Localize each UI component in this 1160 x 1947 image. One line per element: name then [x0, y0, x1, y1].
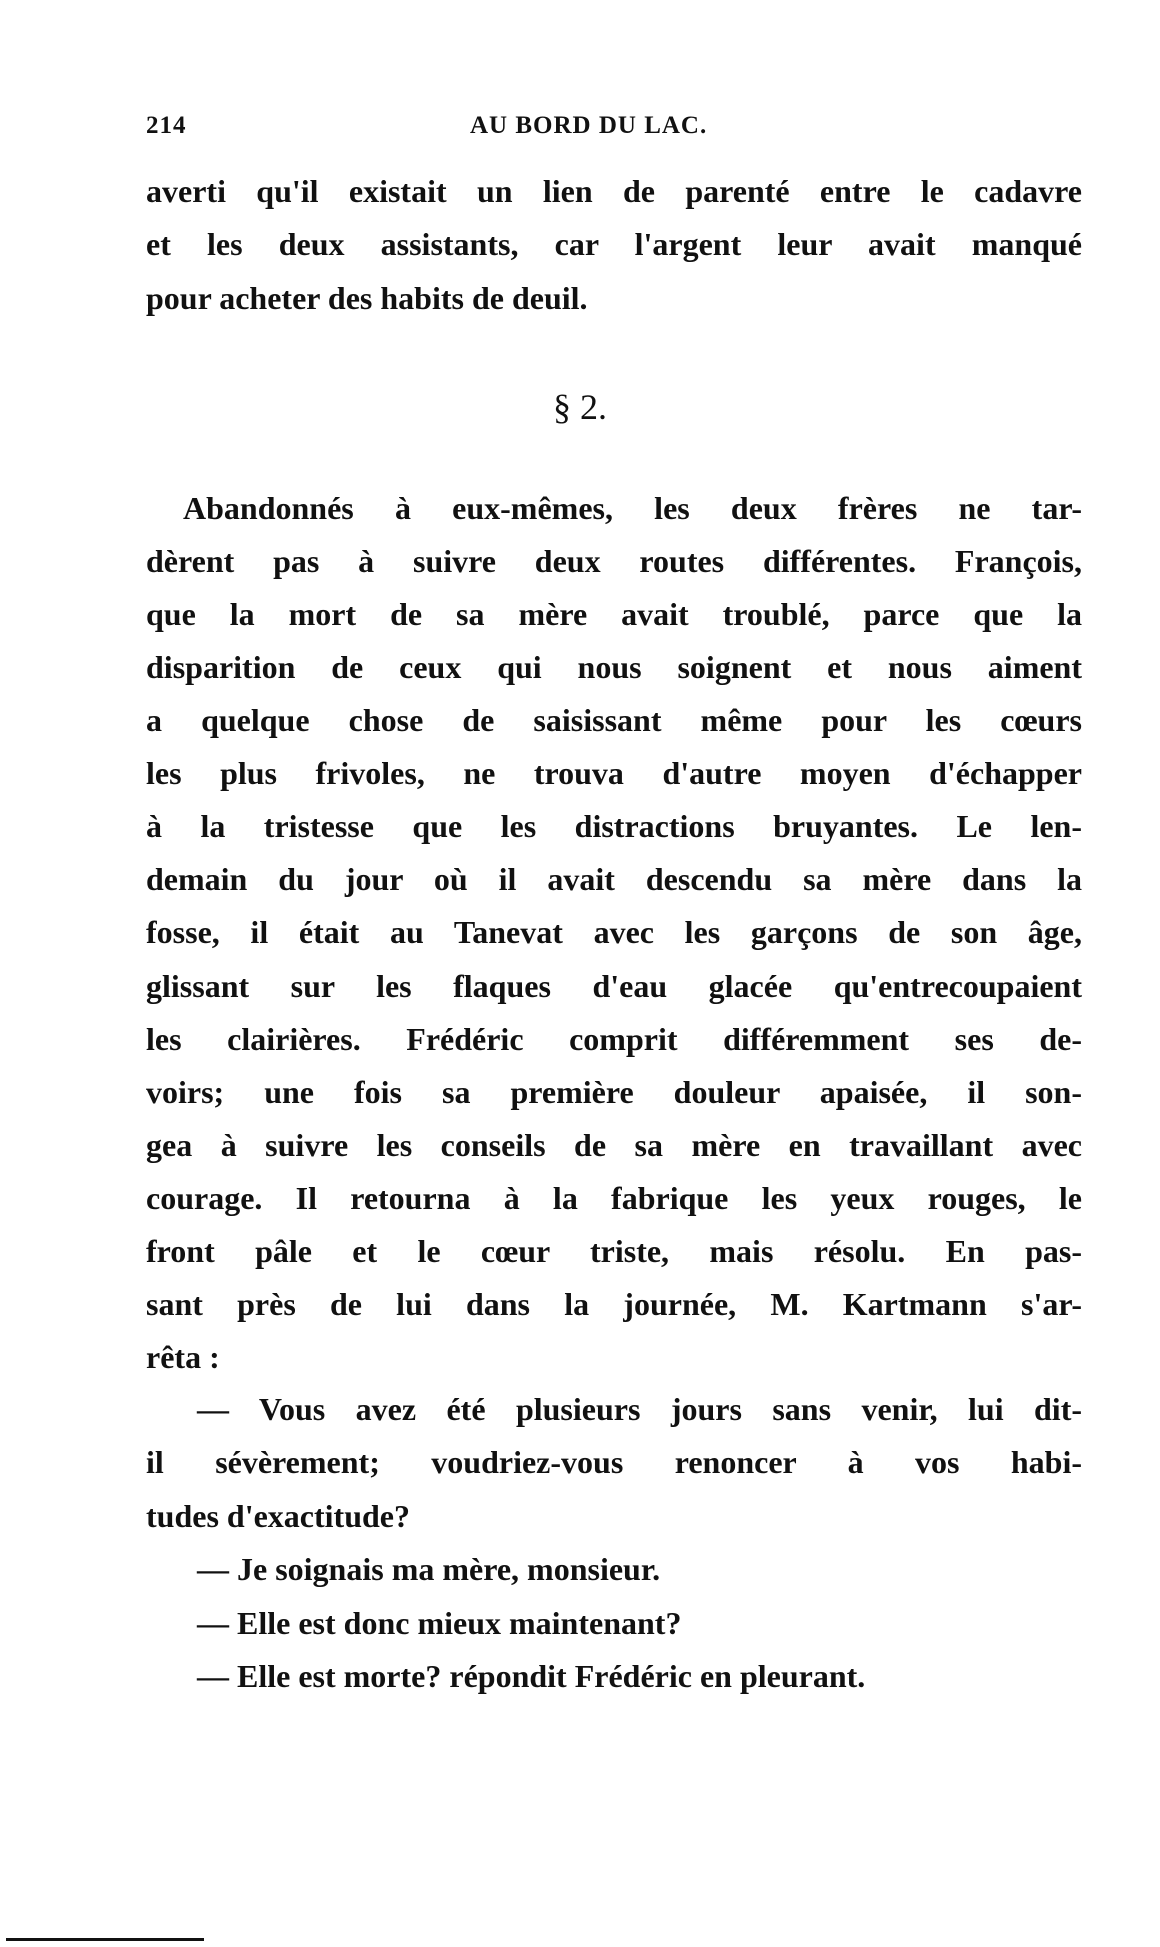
text-line: glissant sur les flaques d'eau glacée qu'entrecoupaient [146, 967, 1082, 1004]
text-line: voirs; une fois sa première douleur apaisée, il son- [146, 1073, 1082, 1110]
text-line: — Vous avez été plusieurs jours sans venir, lui dit- [197, 1391, 1082, 1427]
text-line: que la mort de sa mère avait troublé, parce que la [146, 596, 1082, 633]
text-line: demain du jour où il avait descendu sa mère dans la [146, 861, 1082, 898]
text-line: pour acheter des habits de deuil. [146, 279, 588, 316]
text-line: — Elle est donc mieux maintenant? [197, 1604, 682, 1641]
text-line: rêta : [146, 1338, 220, 1375]
text-line: averti qu'il existait un lien de parenté entre le cadavre [146, 173, 1082, 209]
text-line: — Je soignais ma mère, monsieur. [197, 1551, 661, 1588]
text-line: gea à suivre les conseils de sa mère en travaillant avec [146, 1126, 1082, 1163]
page-number: 214 [146, 112, 187, 139]
text-line: il sévèrement; voudriez-vous renoncer à vos habi- [146, 1444, 1082, 1481]
text-line: dèrent pas à suivre deux routes différentes. François, [146, 543, 1082, 580]
text-line: courage. Il retourna à la fabrique les yeux rouges, le [146, 1179, 1082, 1216]
section-heading: § 2. [553, 387, 607, 427]
running-title: AU BORD DU LAC. [470, 112, 708, 139]
text-line: a quelque chose de saisissant même pour les cœurs [146, 702, 1082, 739]
footer-rule [6, 1938, 204, 1941]
text-line: tudes d'exactitude? [146, 1497, 410, 1534]
text-line: fosse, il était au Tanevat avec les garçons de son âge, [146, 914, 1082, 951]
text-line: les plus frivoles, ne trouva d'autre moyen d'échapper [146, 755, 1082, 792]
text-line: à la tristesse que les distractions bruyantes. Le len- [146, 808, 1082, 845]
text-line: les clairières. Frédéric comprit différemment ses de- [146, 1020, 1082, 1057]
text-line: Abandonnés à eux-mêmes, les deux frères ne tar- [183, 490, 1082, 526]
text-line: et les deux assistants, car l'argent leur avait manqué [146, 226, 1082, 263]
text-line: front pâle et le cœur triste, mais résolu. En pas- [146, 1232, 1082, 1269]
text-line: sant près de lui dans la journée, M. Kartmann s'ar- [146, 1285, 1082, 1322]
text-line: disparition de ceux qui nous soignent et nous aiment [146, 649, 1082, 686]
text-line: — Elle est morte? répondit Frédéric en pleurant. [197, 1658, 866, 1694]
